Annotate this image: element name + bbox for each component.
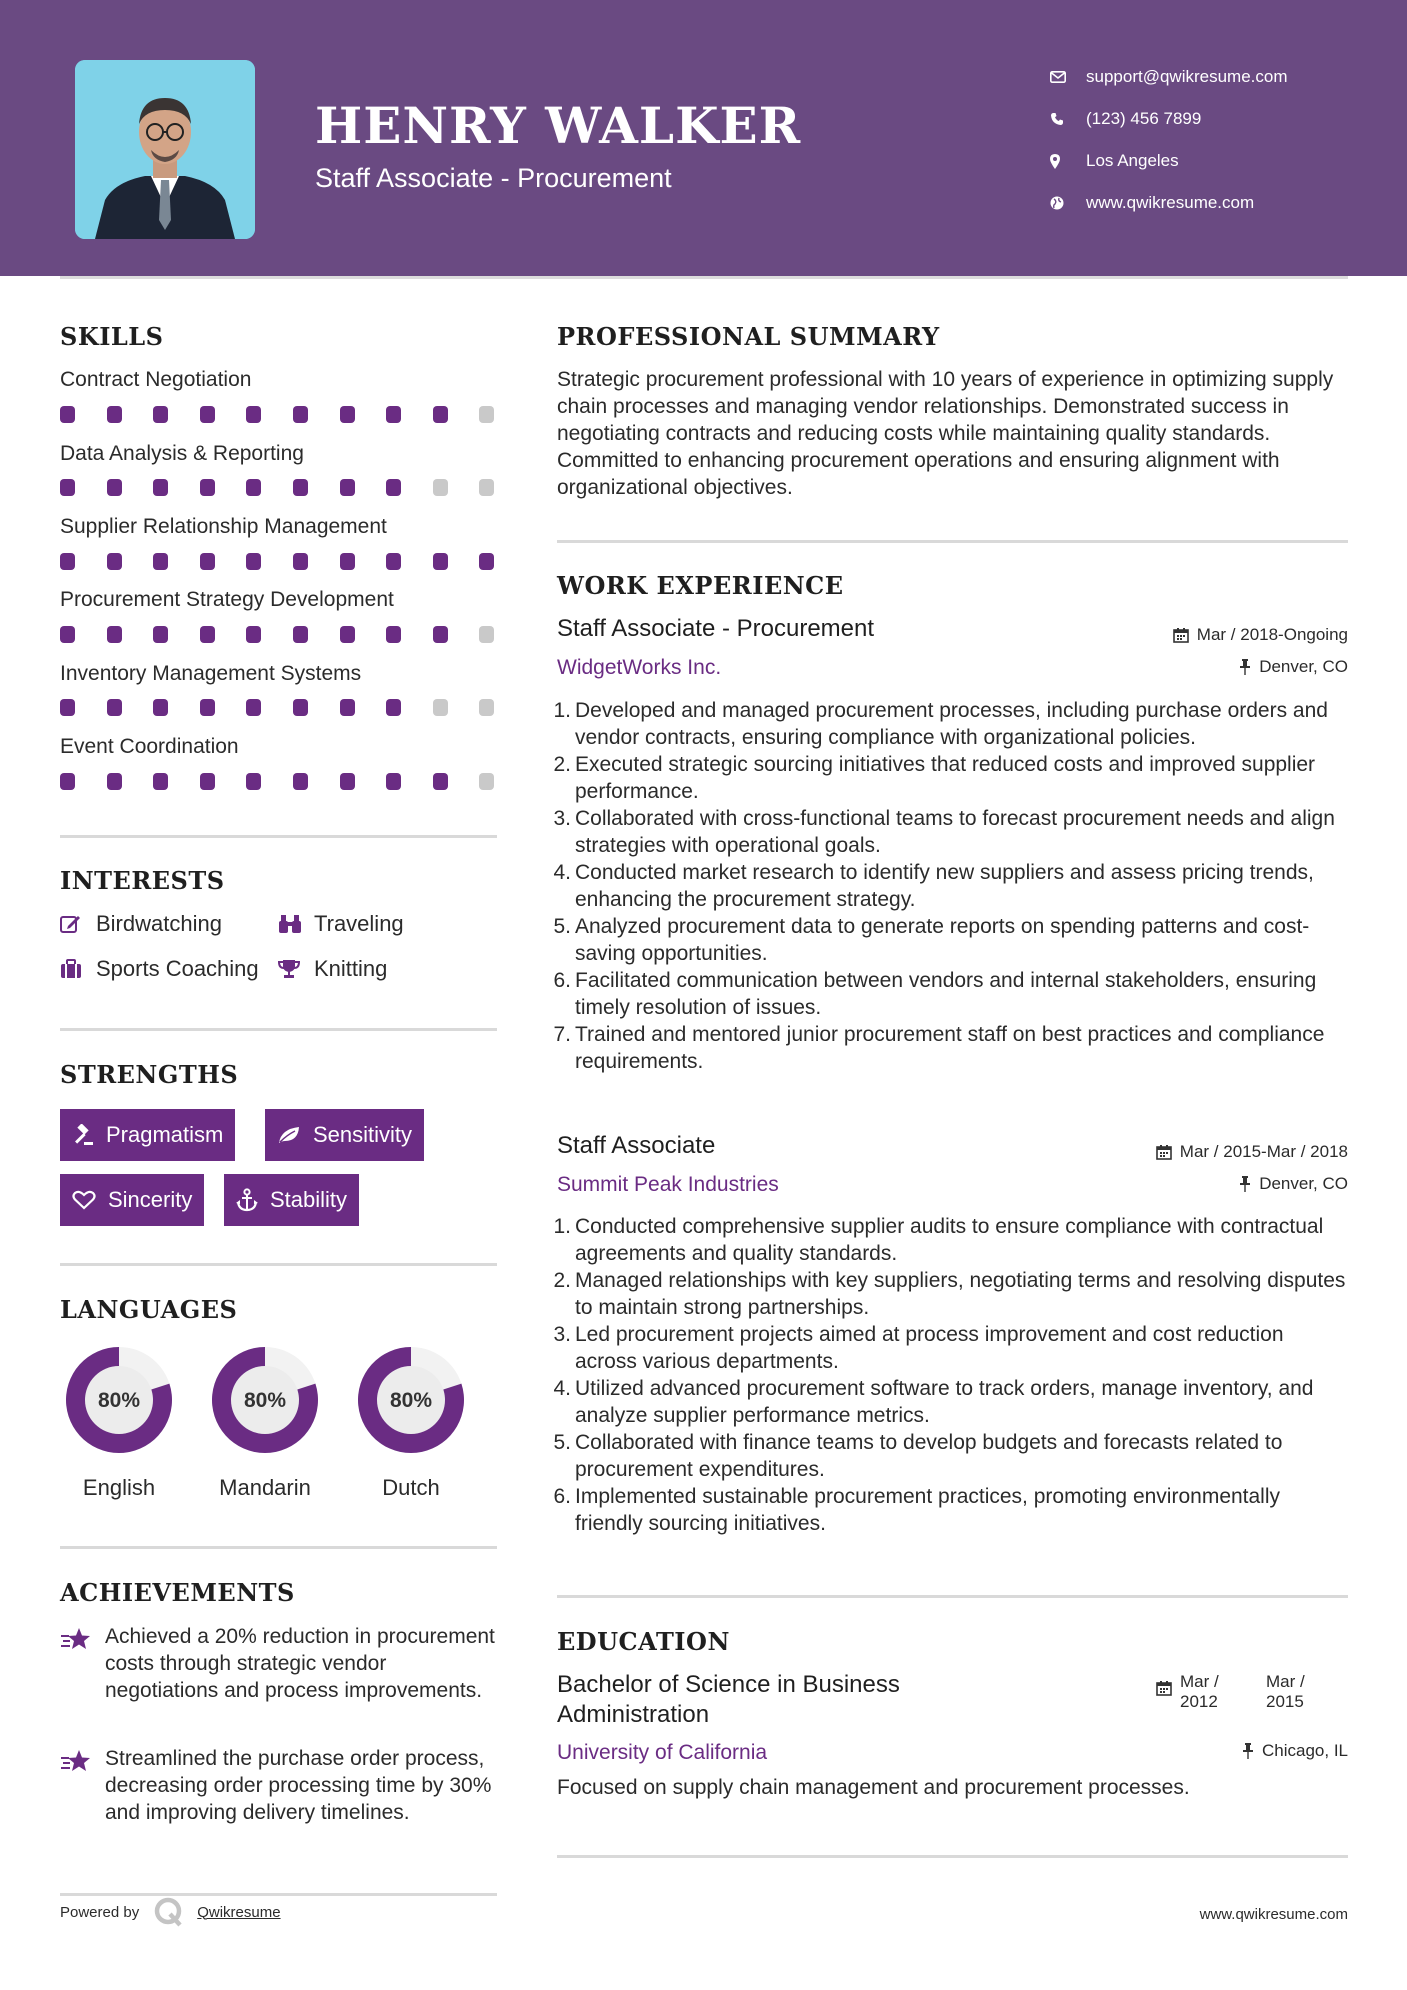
binoculars-icon	[278, 914, 314, 934]
skill-dot-filled	[246, 406, 261, 423]
bullet-text: Implemented sustainable procurement practices, promoting environmentally friendly sourcing initiatives.	[575, 1485, 1281, 1535]
job-bullet	[551, 1483, 1351, 1537]
skill-dot-filled	[246, 626, 261, 643]
skill-dot-filled	[60, 773, 75, 790]
language-ring	[350, 1339, 472, 1461]
contact-email[interactable]	[1050, 56, 1288, 98]
skill-dot-empty	[479, 479, 494, 496]
skills-heading: SKILLS	[60, 322, 164, 351]
achievements-heading: ACHIEVEMENTS	[60, 1578, 295, 1607]
experience-heading: WORK EXPERIENCE	[557, 571, 844, 600]
contact-website-text: www.qwikresume.com	[1086, 193, 1255, 212]
skill-dot-filled	[60, 406, 75, 423]
interest-item	[60, 956, 259, 982]
languages-heading: LANGUAGES	[60, 1295, 238, 1324]
job-location-text: Denver, CO	[1259, 1174, 1348, 1193]
skill-dot-filled	[386, 553, 401, 570]
strength-chip	[224, 1174, 359, 1226]
skill-dot-empty	[479, 699, 494, 716]
location-icon	[1050, 154, 1086, 169]
section-divider	[557, 1855, 1348, 1858]
section-divider	[557, 540, 1348, 543]
bullet-number: 3.	[553, 1323, 571, 1346]
skill-dot-filled	[293, 699, 308, 716]
strength-chip	[60, 1109, 235, 1161]
skill-dot-filled	[433, 626, 448, 643]
qwikresume-link[interactable]: Qwikresume	[197, 1903, 281, 1921]
job-location	[1239, 657, 1348, 677]
contact-location-text: Los Angeles	[1086, 151, 1179, 170]
job-bullet	[551, 1375, 1351, 1429]
skill-dot-filled	[60, 479, 75, 496]
bullet-number: 5.	[553, 1431, 571, 1454]
skill-dot-filled	[107, 553, 122, 570]
skill-dot-filled	[386, 406, 401, 423]
skill-name: Data Analysis & Reporting	[60, 442, 304, 465]
skill-dot-filled	[200, 699, 215, 716]
education-heading: EDUCATION	[557, 1627, 730, 1656]
skill-dot-filled	[107, 773, 122, 790]
bullet-text: Executed strategic sourcing initiatives that reduced costs and improved supplier performance.	[575, 753, 1316, 803]
skill-rating	[60, 773, 500, 791]
heart-icon	[72, 1190, 96, 1210]
bullet-number: 4.	[553, 861, 571, 884]
section-divider	[60, 1028, 497, 1031]
interest-label: Traveling	[314, 911, 404, 936]
skill-dot-filled	[340, 406, 355, 423]
bullet-number: 6.	[553, 969, 571, 992]
skill-name: Supplier Relationship Management	[60, 515, 387, 538]
skill-rating	[60, 626, 500, 644]
skill-dot-filled	[386, 773, 401, 790]
job-location-text: Denver, CO	[1259, 657, 1348, 676]
skill-dot-filled	[246, 553, 261, 570]
summary-heading: PROFESSIONAL SUMMARY	[557, 322, 940, 351]
interest-item	[278, 956, 387, 982]
strength-label: Sincerity	[108, 1187, 193, 1212]
skill-dot-filled	[433, 553, 448, 570]
anchor-icon	[236, 1188, 258, 1212]
job-bullets	[551, 697, 1351, 1075]
bullet-number: 4.	[553, 1377, 571, 1400]
bullet-number: 1.	[553, 1215, 571, 1238]
skill-dot-filled	[107, 406, 122, 423]
job-bullet	[551, 1021, 1351, 1075]
job-dates	[1156, 1142, 1348, 1162]
skill-dot-filled	[246, 773, 261, 790]
bullet-text: Developed and managed procurement processes, including purchase orders and vendor contracts, ensuring compliance with organizational policies.	[575, 699, 1328, 749]
candidate-name: HENRY WALKER	[315, 96, 802, 155]
education-school: University of California	[557, 1741, 768, 1764]
skill-dot-filled	[340, 773, 355, 790]
job-title: Staff Associate	[557, 1132, 716, 1159]
briefcase-icon	[60, 959, 96, 979]
education-start-month: Mar /	[1180, 1672, 1219, 1691]
skill-dot-filled	[153, 406, 168, 423]
skill-rating	[60, 479, 500, 497]
bullet-text: Collaborated with finance teams to develop budgets and forecasts related to procurement expenditures.	[575, 1431, 1283, 1481]
bullet-text: Collaborated with cross-functional teams to forecast procurement needs and align strategies with operational goals.	[575, 807, 1335, 857]
strength-chip	[265, 1109, 424, 1161]
language-name: Mandarin	[219, 1475, 311, 1500]
bullet-number: 1.	[553, 699, 571, 722]
interests-heading: INTERESTS	[60, 866, 225, 895]
job-bullet	[551, 751, 1351, 805]
skill-rating	[60, 553, 500, 571]
skill-dot-filled	[60, 553, 75, 570]
section-divider	[60, 1263, 497, 1266]
profile-photo	[75, 60, 255, 239]
bullet-text: Led procurement projects aimed at process improvement and cost reduction across various departments.	[575, 1323, 1284, 1373]
skill-dot-empty	[433, 479, 448, 496]
contact-email-text: support@qwikresume.com	[1086, 67, 1288, 86]
language-name: Dutch	[382, 1475, 440, 1500]
education-end-month: Mar /	[1266, 1672, 1305, 1691]
skill-dot-filled	[386, 479, 401, 496]
interest-label: Knitting	[314, 956, 388, 981]
education-end-year: 2015	[1266, 1692, 1304, 1711]
edit-icon	[60, 914, 96, 934]
skill-dot-filled	[293, 479, 308, 496]
bullet-text: Managed relationships with key suppliers, negotiating terms and resolving disputes to maintain strong partnerships.	[575, 1269, 1346, 1319]
education-start-year: 2012	[1180, 1692, 1218, 1711]
strength-label: Pragmatism	[106, 1122, 224, 1147]
education-degree: Bachelor of Science in Business Administration	[557, 1671, 900, 1728]
strength-label: Sensitivity	[313, 1122, 413, 1147]
language-ring	[58, 1339, 180, 1461]
pin-icon	[1239, 659, 1251, 675]
star-icon	[60, 1745, 105, 1826]
bullet-number: 3.	[553, 807, 571, 830]
bullet-text: Utilized advanced procurement software to track orders, manage inventory, and analyze supplier performance metrics.	[575, 1377, 1314, 1427]
job-bullets	[551, 1213, 1351, 1537]
bullet-number: 2.	[553, 1269, 571, 1292]
skill-dot-empty	[479, 626, 494, 643]
skill-dot-filled	[386, 626, 401, 643]
star-icon	[60, 1623, 105, 1704]
skill-dot-filled	[107, 626, 122, 643]
bullet-text: Facilitated communication between vendors and internal stakeholders, ensuring timely resolution of issues.	[575, 969, 1317, 1019]
education-location-text: Chicago, IL	[1262, 1741, 1348, 1760]
language-percent: 80%	[243, 1389, 287, 1412]
job-bullet	[551, 1429, 1351, 1483]
skill-dot-filled	[200, 773, 215, 790]
strengths-heading: STRENGTHS	[60, 1060, 239, 1089]
bullet-text: Analyzed procurement data to generate reports on spending patterns and cost-saving opportunities.	[575, 915, 1310, 965]
resume-header	[0, 0, 1407, 276]
skill-rating	[60, 699, 500, 717]
job-bullet	[551, 859, 1351, 913]
language-ring	[204, 1339, 326, 1461]
contact-website[interactable]	[1050, 182, 1288, 224]
skill-dot-filled	[433, 406, 448, 423]
skill-dot-filled	[433, 773, 448, 790]
education-dates	[1156, 1672, 1305, 1712]
job-bullet	[551, 1267, 1351, 1321]
skill-dot-filled	[200, 626, 215, 643]
contact-phone[interactable]	[1050, 98, 1288, 140]
skill-dot-filled	[153, 553, 168, 570]
skill-dot-empty	[479, 773, 494, 790]
section-divider	[60, 835, 497, 838]
education-location	[1242, 1741, 1348, 1761]
interest-item	[278, 911, 404, 937]
job-bullet	[551, 1213, 1351, 1267]
interest-item	[60, 911, 222, 937]
job-company: Summit Peak Industries	[557, 1173, 779, 1196]
skill-dot-empty	[433, 699, 448, 716]
gavel-icon	[72, 1124, 94, 1146]
skill-dot-filled	[293, 406, 308, 423]
skill-dot-filled	[293, 553, 308, 570]
contact-phone-text: (123) 456 7899	[1086, 109, 1202, 128]
education-start	[1180, 1672, 1266, 1712]
education-description: Focused on supply chain management and procurement processes.	[557, 1776, 1190, 1799]
achievement-item	[60, 1745, 500, 1826]
language-percent: 80%	[389, 1389, 433, 1412]
skill-dot-filled	[340, 699, 355, 716]
qwikresume-logo-icon	[153, 1896, 185, 1928]
bullet-number: 6.	[553, 1485, 571, 1508]
language-percent: 80%	[97, 1389, 141, 1412]
contact-location	[1050, 140, 1288, 182]
strength-chip	[60, 1174, 204, 1226]
skill-dot-filled	[200, 479, 215, 496]
interest-label: Sports Coaching	[96, 956, 259, 981]
job-bullet	[551, 1321, 1351, 1375]
summary-text: Strategic procurement professional with 10 years of experience in optimizing supply chain processes and managing vendor relationships. Demonstrated success in negotiating contracts and reducing costs while maintaining quality standards. Committed to enhancing procurement operations and ensuring alignment with organizational objectives.	[557, 368, 1334, 499]
section-divider	[557, 1595, 1348, 1598]
job-location	[1239, 1174, 1348, 1194]
skill-dot-filled	[107, 699, 122, 716]
powered-by-label: Powered by	[60, 1903, 140, 1921]
skill-dot-filled	[340, 553, 355, 570]
pin-icon	[1242, 1743, 1254, 1759]
pin-icon	[1239, 1176, 1251, 1192]
skill-dot-filled	[60, 626, 75, 643]
bullet-number: 7.	[553, 1023, 571, 1046]
skill-dot-filled	[340, 626, 355, 643]
strength-label: Stability	[270, 1187, 348, 1212]
bullet-text: Trained and mentored junior procurement staff on best practices and compliance requirements.	[575, 1023, 1325, 1073]
achievement-item	[60, 1623, 500, 1704]
skill-dot-filled	[107, 479, 122, 496]
skill-rating	[60, 406, 500, 424]
skill-dot-filled	[153, 699, 168, 716]
globe-icon	[1050, 196, 1086, 210]
job-bullet	[551, 913, 1351, 967]
skill-dot-filled	[340, 479, 355, 496]
interest-label: Birdwatching	[96, 911, 222, 936]
calendar-icon	[1156, 1672, 1172, 1712]
skill-dot-empty	[479, 406, 494, 423]
job-bullet	[551, 967, 1351, 1021]
skill-name: Inventory Management Systems	[60, 662, 362, 685]
job-title: Staff Associate - Procurement	[557, 615, 875, 642]
footer-website[interactable]: www.qwikresume.com	[1199, 1906, 1348, 1923]
skill-dot-filled	[293, 773, 308, 790]
envelope-icon	[1050, 71, 1086, 83]
bullet-number: 5.	[553, 915, 571, 938]
skill-dot-filled	[153, 626, 168, 643]
job-company: WidgetWorks Inc.	[557, 656, 722, 679]
skill-name: Event Coordination	[60, 735, 239, 758]
achievement-text: Achieved a 20% reduction in procurement costs through strategic vendor negotiations and process improvements.	[105, 1625, 495, 1702]
skill-dot-filled	[153, 479, 168, 496]
section-divider	[60, 1546, 497, 1549]
skill-name: Contract Negotiation	[60, 368, 252, 391]
skill-dot-filled	[200, 553, 215, 570]
skill-dot-filled	[479, 553, 494, 570]
phone-icon	[1050, 112, 1086, 126]
job-bullet	[551, 805, 1351, 859]
achievement-text: Streamlined the purchase order process, decreasing order processing time by 30% and improving delivery timelines.	[105, 1747, 492, 1824]
job-dates-text: Mar / 2018-Ongoing	[1196, 625, 1348, 644]
job-dates-text: Mar / 2015-Mar / 2018	[1179, 1142, 1348, 1161]
calendar-icon	[1173, 627, 1189, 643]
header-divider	[60, 276, 1348, 279]
skill-dot-filled	[293, 626, 308, 643]
bullet-text: Conducted comprehensive supplier audits to ensure compliance with contractual agreements and quality standards.	[575, 1215, 1324, 1265]
contact-list	[1050, 56, 1288, 224]
job-dates	[1173, 625, 1348, 645]
education-end	[1266, 1672, 1305, 1712]
skill-name: Procurement Strategy Development	[60, 588, 394, 611]
bullet-number: 2.	[553, 753, 571, 776]
skill-dot-filled	[153, 773, 168, 790]
candidate-role: Staff Associate - Procurement	[315, 163, 672, 193]
powered-by	[60, 1896, 281, 1928]
language-name: English	[82, 1475, 156, 1500]
leaf-icon	[277, 1125, 301, 1145]
skill-dot-filled	[246, 699, 261, 716]
calendar-icon	[1156, 1144, 1172, 1160]
skill-dot-filled	[200, 406, 215, 423]
skill-dot-filled	[386, 699, 401, 716]
skill-dot-filled	[246, 479, 261, 496]
skill-dot-filled	[60, 699, 75, 716]
trophy-icon	[278, 959, 314, 979]
job-bullet	[551, 697, 1351, 751]
bullet-text: Conducted market research to identify new suppliers and assess pricing trends, enhancing the procurement strategy.	[575, 861, 1314, 911]
